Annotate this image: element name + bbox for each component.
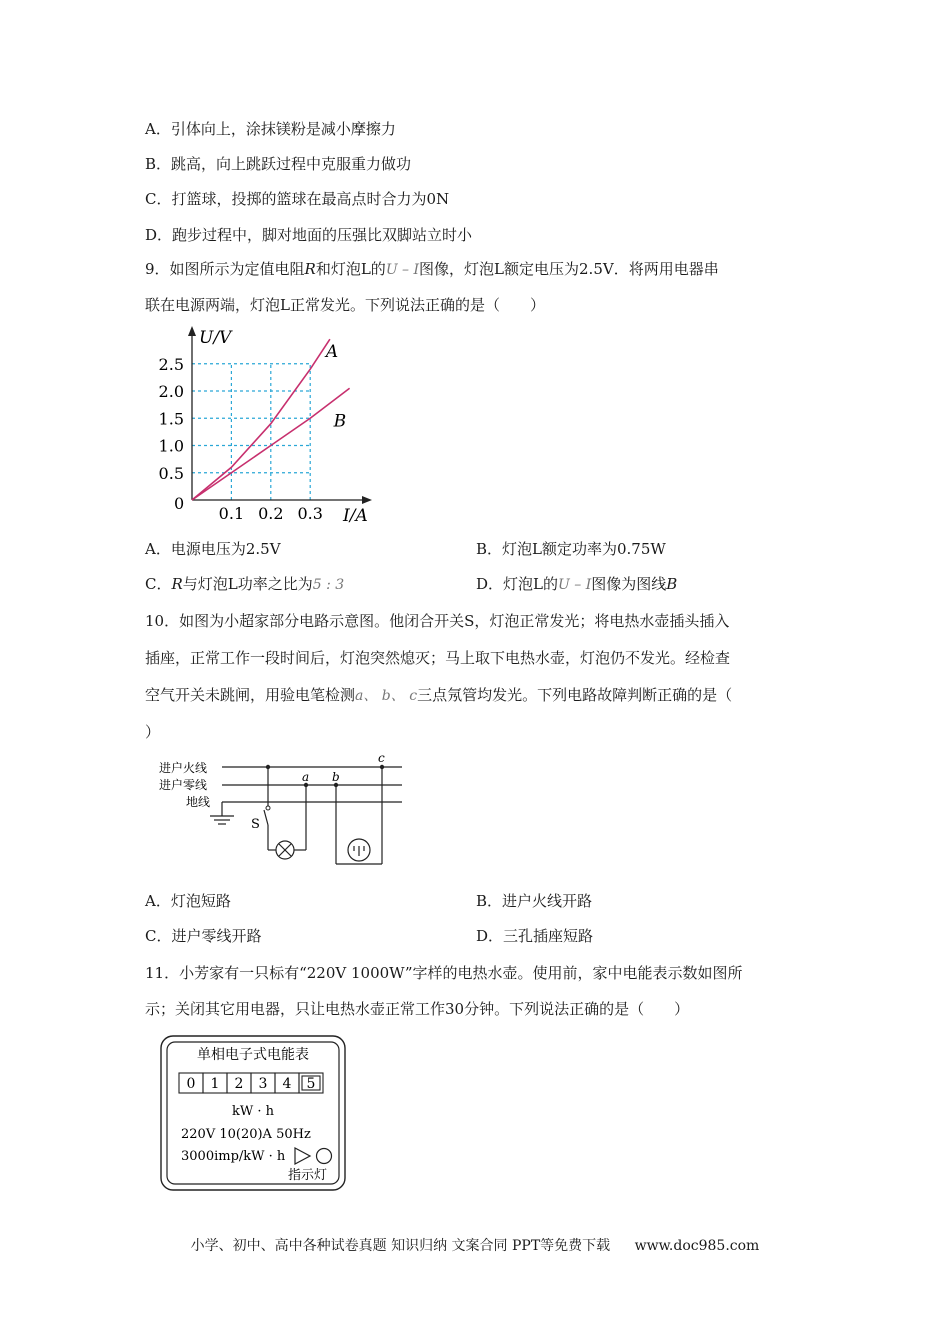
q11-stem-line1: 11．小芳家有一只标有“220V 1000W”字样的电热水壶。使用前，家中电能表示数如图所 [145,964,743,982]
q9-option-c [145,574,344,595]
q9-option-c-text: 与灯泡L功率之比为 [182,575,313,593]
q10-stem-part2: 三点氖管均发光。下列电路故障判断正确的是（ [417,686,733,704]
indicator-label: 指示灯 [288,1168,328,1183]
meter-digit-0: 0 [186,1076,196,1092]
q8-option-a: A．引体向上，涂抹镁粉是减小摩擦力 [145,120,396,138]
q8-option-d: D．跑步过程中，脚对地面的压强比双脚站立时小 [145,226,473,244]
x-tick-label-0: 0.1 [218,504,245,523]
q9-option-c-r: R [171,575,183,593]
x-axis-label: I/A [343,506,368,526]
q10-stem-line2: 插座，正常工作一段时间后，灯泡突然熄灭；马上取下电热水壶，灯泡仍不发光。经检查 [145,649,731,667]
x-tick-label-2: 0.3 [297,504,323,523]
series-label-b: B [333,411,347,432]
point-c-label: c [378,751,385,765]
circuit-diagram [150,748,410,868]
q9-ui-symbol: U – I [385,262,420,278]
q11-stem-line2: 示；关闭其它用电器，只让电热水壶正常工作30分钟。下列说法正确的是（ ） [145,1000,690,1018]
y-tick-label-1: 1.0 [158,436,184,456]
footer-text: 小学、初中、高中各种试卷真题 知识归纳 文案合同 PPT等免费下载 [190,1238,611,1254]
footer-url[interactable]: www.doc985.com [634,1238,760,1254]
neutral-wire-label: 进户零线 [159,778,208,792]
meter-spec-1: 220V 10(20)A 50Hz [181,1127,311,1142]
q9-option-b: B．灯泡L额定功率为0.75W [476,540,666,558]
origin-label: 0 [174,494,185,513]
q9-option-d [476,574,677,595]
live-wire-label: 进户火线 [159,761,208,775]
ground-wire-label: 地线 [186,795,211,809]
q9-option-d-b: B [666,575,678,593]
y-tick-label-0: 0.5 [158,463,184,483]
point-a-label: a [302,770,310,784]
q10-test-points: a、 b、 c [355,688,418,704]
meter-digit-3: 3 [258,1076,268,1092]
q8-option-c: C．打篮球，投掷的篮球在最高点时合力为0N [145,190,450,208]
q10-option-a: A．灯泡短路 [145,892,231,910]
y-axis-label: U/V [199,328,232,348]
y-axis-arrow [188,326,196,336]
q9-option-d-text: 图像为图线 [591,575,667,593]
q9-stem-line1 [145,259,719,280]
q9-stem-part2: 和灯泡L的 [315,260,386,278]
q10-option-d: D．三孔插座短路 [476,927,594,945]
q10-option-b: B．进户火线开路 [476,892,593,910]
switch-blade [264,810,268,825]
q10-stem-line1: 10．如图为小超家部分电路示意图。他闭合开关S，灯泡正常发光；将电热水壶插头插入 [145,612,730,630]
q10-stem-part1: 空气开关未跳闸，用验电笔检测 [145,686,356,704]
q10-option-c: C．进户零线开路 [145,927,262,945]
chart-grid [192,364,310,500]
junction-live [266,765,270,769]
q9-option-c-ratio: 5 : 3 [312,577,345,593]
junction-c [380,765,384,769]
q10-stem-line3 [145,685,732,706]
q9-option-c-prefix: C． [145,575,172,593]
q9-option-d-prefix: D．灯泡L的 [476,575,558,593]
meter-digit-1: 1 [210,1076,220,1092]
q9-resistor-symbol: R [304,260,316,278]
y-tick-label-4: 2.5 [158,354,184,374]
series-label-a: A [325,342,339,363]
point-b-label: b [332,770,340,784]
meter-spec-2: 3000imp/kW · h [181,1149,286,1164]
x-tick-label-1: 0.2 [258,504,284,523]
meter-digit-2: 2 [234,1076,244,1092]
meter-digit-4: 4 [282,1076,292,1092]
q9-stem-part3: 图像，灯泡L额定电压为2.5V．将两用电器串 [419,260,719,278]
y-tick-label-2: 1.5 [158,409,184,429]
switch-pivot [266,806,270,810]
meter-unit: kW · h [231,1104,275,1119]
switch-label: S [251,817,260,832]
q8-option-b: B．跳高，向上跳跃过程中克服重力做功 [145,155,412,173]
q9-option-a: A．电源电压为2.5V [145,540,281,558]
electric-meter [160,1035,346,1191]
ui-chart [150,322,380,528]
y-tick-label-3: 2.0 [158,382,184,401]
q9-stem-line2: 联在电源两端，灯泡L正常发光。下列说法正确的是（ ） [145,296,545,314]
x-axis-arrow [362,496,372,504]
q9-option-d-ui: U – I [558,577,592,593]
page-footer [0,1237,950,1255]
q10-stem-line4: ） [145,723,161,741]
meter-title: 单相电子式电能表 [197,1047,309,1063]
q9-stem-part1: 9．如图所示为定值电阻 [145,260,305,278]
meter-digit-5: 5 [306,1076,316,1092]
